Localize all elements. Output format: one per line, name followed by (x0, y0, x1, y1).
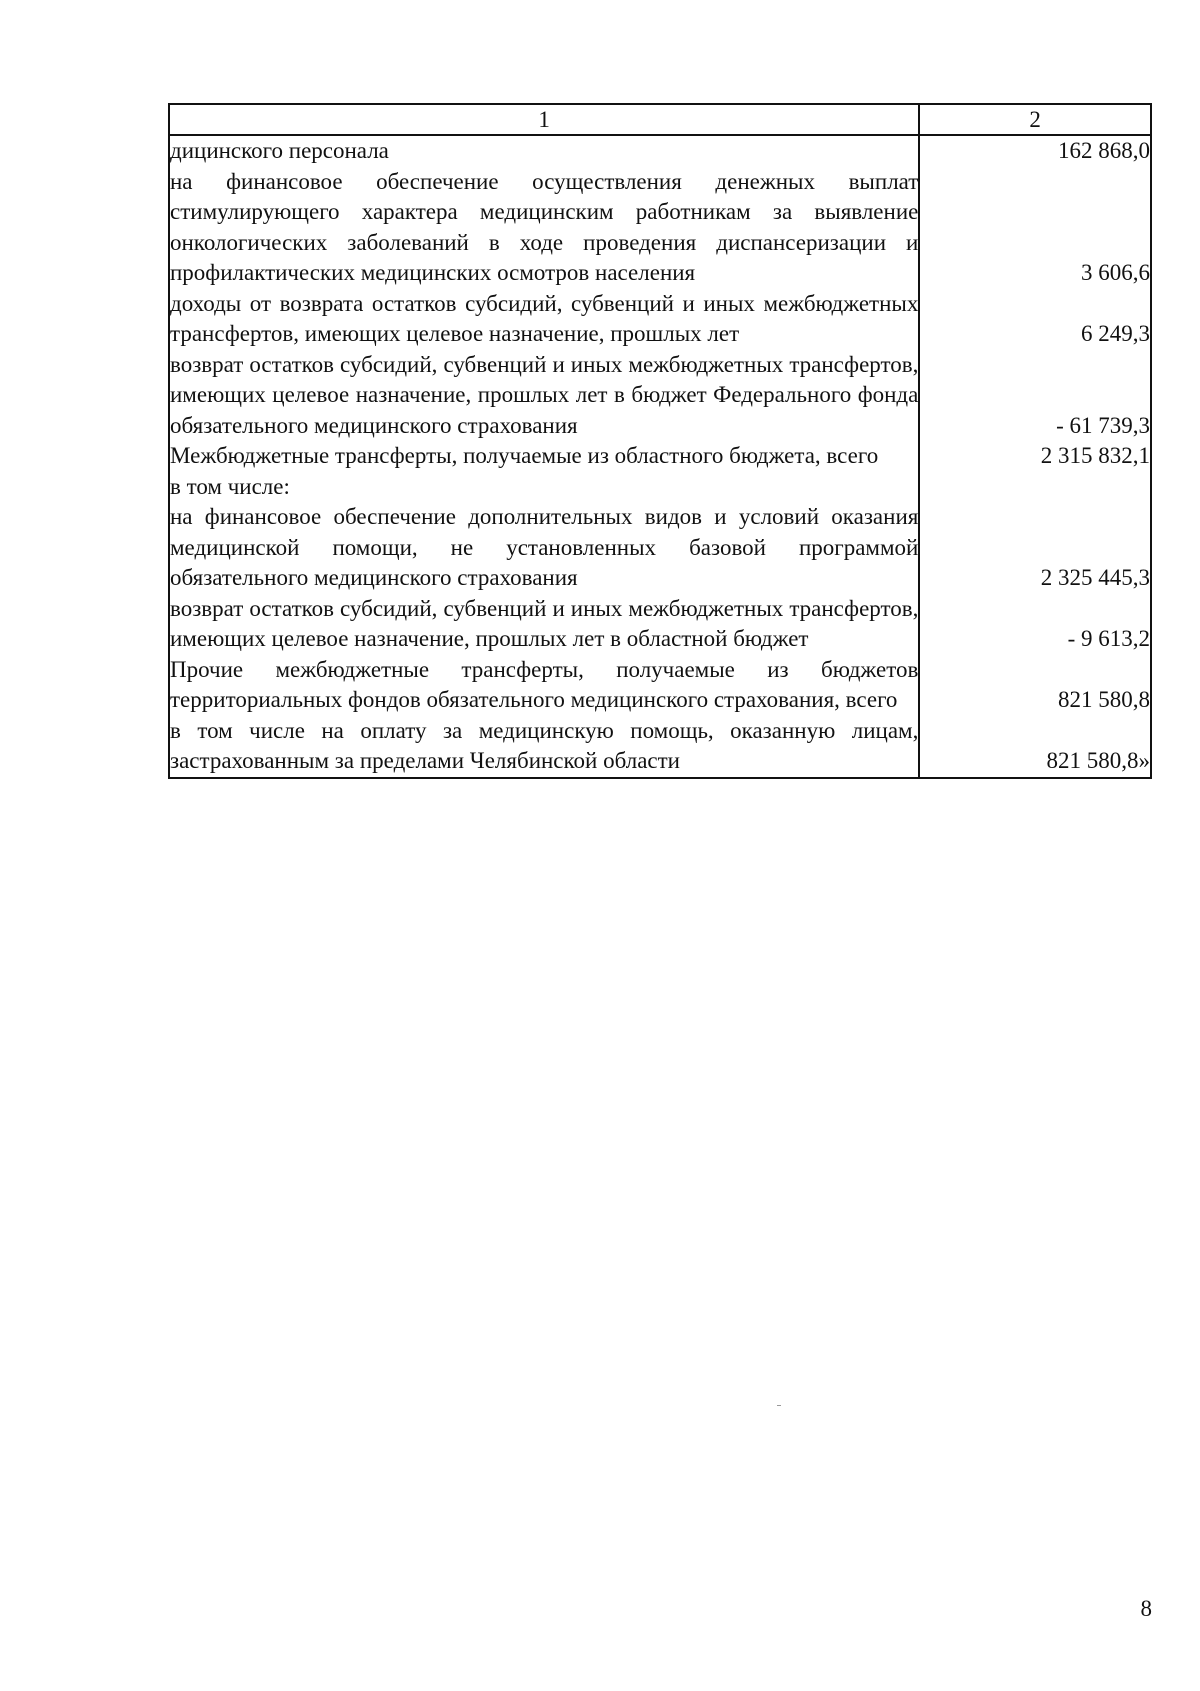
row-description: в том числе на оплату за медицинскую помощь, оказанную лицам, застрахованным за пределами Челябинской области (169, 716, 919, 778)
table-row (169, 441, 1151, 472)
row-description: на финансовое обеспечение дополнительных видов и условий оказания медицинской помощи, не установленных базовой программой обязательного медицинского страхования (169, 502, 919, 594)
table-row (169, 594, 1151, 655)
table-header (169, 104, 1151, 135)
header-row (169, 104, 1151, 135)
row-amount: 3 606,6 (919, 167, 1151, 289)
row-amount: 821 580,8» (919, 716, 1151, 778)
row-amount: 821 580,8 (919, 655, 1151, 716)
row-amount: 2 325 445,3 (919, 502, 1151, 594)
column-header-1: 1 (169, 104, 919, 135)
table-row (169, 135, 1151, 167)
page-number: 8 (1140, 1596, 1152, 1621)
table-row (169, 167, 1151, 289)
table-row (169, 716, 1151, 778)
row-amount (919, 472, 1151, 503)
row-description: на финансовое обеспечение осуществления денежных выплат стимулирующего характера медицинским работникам за выявление онкологических заболеваний в ходе проведения диспансеризации и профилактических медицинских осмотров населения (169, 167, 919, 289)
table-row (169, 289, 1151, 350)
column-header-2: 2 (919, 104, 1151, 135)
row-amount: 162 868,0 (919, 135, 1151, 167)
row-amount: - 61 739,3 (919, 350, 1151, 442)
table-row (169, 472, 1151, 503)
row-amount: 2 315 832,1 (919, 441, 1151, 472)
row-description: возврат остатков субсидий, субвенций и иных межбюджетных трансфертов, имеющих целевое назначение, прошлых лет в областной бюджет (169, 594, 919, 655)
row-amount: 6 249,3 (919, 289, 1151, 350)
row-description: Прочие межбюджетные трансферты, получаемые из бюджетов территориальных фондов обязательного медицинского страхования, всего (169, 655, 919, 716)
table-row (169, 502, 1151, 594)
budget-table (168, 103, 1152, 779)
table-row (169, 655, 1151, 716)
row-description: дицинского персонала (169, 135, 919, 167)
row-description: доходы от возврата остатков субсидий, субвенций и иных межбюджетных трансфертов, имеющих целевое назначение, прошлых лет (169, 289, 919, 350)
table-body (169, 135, 1151, 778)
row-amount: - 9 613,2 (919, 594, 1151, 655)
scan-speck (777, 1405, 781, 1406)
row-description: в том числе: (169, 472, 919, 503)
row-description: Межбюджетные трансферты, получаемые из областного бюджета, всего (169, 441, 919, 472)
table-row (169, 350, 1151, 442)
row-description: возврат остатков субсидий, субвенций и иных межбюджетных трансфертов, имеющих целевое назначение, прошлых лет в бюджет Федерального фонда обязательного медицинского страхования (169, 350, 919, 442)
